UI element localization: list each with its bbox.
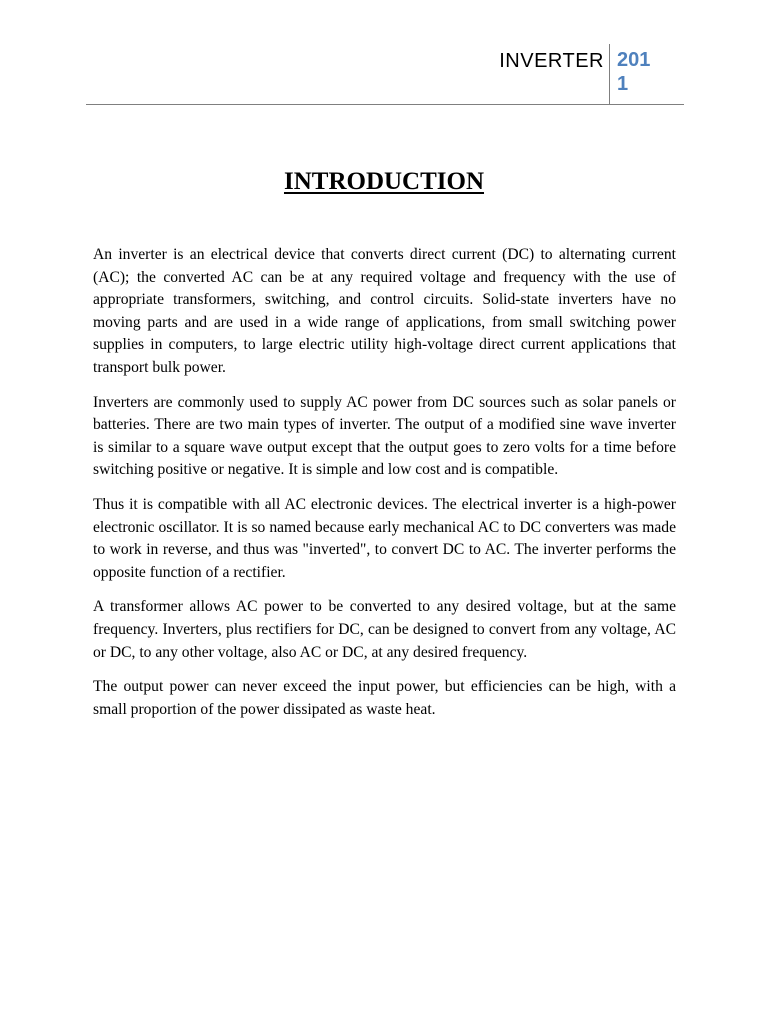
paragraph-1: An inverter is an electrical device that converts direct current (DC) to alternating current (AC); the converted AC can be at any required voltage and frequency with the use of appropriate transformers, switching, and control circuits. Solid-state inverters have no moving parts and are used in a wide range of applications, from small switching power supplies in computers, to large electric utility high-voltage direct current applications that transport bulk power. [93,246,676,376]
page-header [86,40,684,105]
section-heading: INTRODUCTION [283,168,485,195]
paragraph-3: Thus it is compatible with all AC electronic devices. The electrical inverter is a high-power electronic oscillator. It is so named because early mechanical AC to DC converters was made to work in reverse, and thus was "inverted", to convert DC to AC. The inverter performs the opposite function of a rectifier. [93,495,676,581]
header-divider [609,44,610,104]
header-year-line-1: 201 [617,49,651,71]
header-title: INVERTER [499,50,604,72]
body-text [93,244,676,733]
paragraph-5: The output power can never exceed the input power, but efficiencies can be high, with a small proportion of the power dissipated as waste heat. [93,678,676,718]
paragraph-4: A transformer allows AC power to be converted to any desired voltage, but at the same frequency. Inverters, plus rectifiers for DC, can be designed to convert from any voltage, AC or DC, to any other voltage, also AC or DC, at any desired frequency. [93,598,676,661]
header-year-line-2: 1 [617,73,629,95]
header-year [617,48,677,96]
paragraph-2: Inverters are commonly used to supply AC power from DC sources such as solar panels or batteries. There are two main types of inverter. The output of a modified sine wave inverter is similar to a square wave output except that the output goes to zero volts for a time before switching positive or negative. It is simple and low cost and is compatible. [93,393,676,479]
